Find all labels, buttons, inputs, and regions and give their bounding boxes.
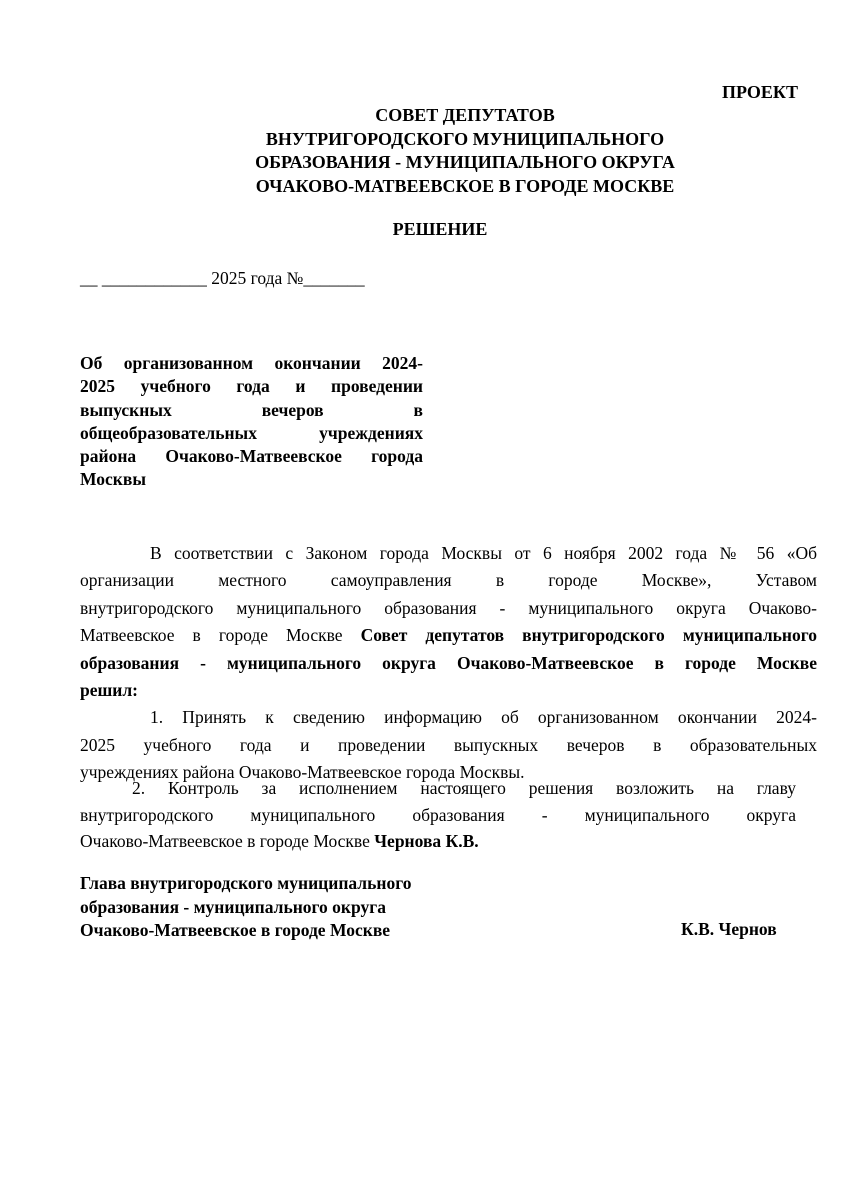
header-line: ОБРАЗОВАНИЯ - МУНИЦИПАЛЬНОГО ОКРУГА <box>255 152 675 172</box>
council-header <box>80 104 848 198</box>
header-line: ВНУТРИГОРОДСКОГО МУНИЦИПАЛЬНОГО <box>265 128 665 149</box>
date-number-line: __ ____________ 2025 года №_______ <box>80 268 365 288</box>
decided-label: решил: <box>80 680 139 701</box>
preamble-line: внутригородского муниципального образования - муниципального округа Очаково- <box>80 597 817 618</box>
item-1-line: учреждениях района Очаково-Матвеевское города Москвы. <box>80 762 525 783</box>
council-name-bold: Совет депутатов внутригородского муниципального <box>360 625 817 646</box>
subject-line: выпускных вечеров в <box>80 399 423 420</box>
subject-line: Об организованном окончании 2024- <box>80 353 423 373</box>
preamble-text: Матвеевское в городе Москве <box>80 625 361 646</box>
header-line: ОЧАКОВО-МАТВЕЕВСКОЕ В ГОРОДЕ МОСКВЕ <box>255 175 675 196</box>
decision-body <box>80 540 817 787</box>
item-2-line: 2. Контроль за исполнением настоящего решения возложить на главу <box>132 778 796 798</box>
draft-mark: ПРОЕКТ <box>722 82 798 102</box>
subject-line: Москвы <box>80 469 147 490</box>
signatory-title-line: Очаково-Матвеевское в городе Москве <box>80 920 391 940</box>
subject-line: 2025 учебного года и проведении <box>80 376 423 397</box>
signature-block <box>80 872 411 943</box>
item-2-line: внутригородского муниципального образования - муниципального округа <box>80 804 796 825</box>
decision-title: РЕШЕНИЕ <box>392 219 488 239</box>
item-1-line: 1. Принять к сведению информацию об организованном окончании 2024- <box>150 707 817 728</box>
item-1-line: 2025 учебного года и проведении выпускных вечеров в образовательных <box>80 734 817 755</box>
responsible-person: Чернова К.В. <box>374 831 479 851</box>
preamble-line <box>80 622 817 649</box>
signatory-title-line: образования - муниципального округа <box>80 896 386 917</box>
item-2 <box>80 775 796 855</box>
signatory-name: К.В. Чернов <box>681 919 777 939</box>
signatory-title-line: Глава внутригородского муниципального <box>80 873 412 893</box>
subject-line: общеобразовательных учреждениях <box>80 422 423 443</box>
preamble-line: образования - муниципального округа Очаково-Матвеевское в городе Москве <box>80 652 817 673</box>
decision-subject <box>80 352 423 492</box>
preamble-line: В соответствии с Законом города Москвы от 6 ноября 2002 года № 56 «Об <box>150 543 817 563</box>
subject-line: района Очаково-Матвеевское города <box>80 446 423 467</box>
header-line: СОВЕТ ДЕПУТАТОВ <box>375 105 555 125</box>
preamble-line: организации местного самоуправления в городе Москве», Уставом <box>80 570 817 591</box>
item-2-text: Очаково-Матвеевское в городе Москве <box>80 831 375 851</box>
item-2-line <box>80 828 796 855</box>
